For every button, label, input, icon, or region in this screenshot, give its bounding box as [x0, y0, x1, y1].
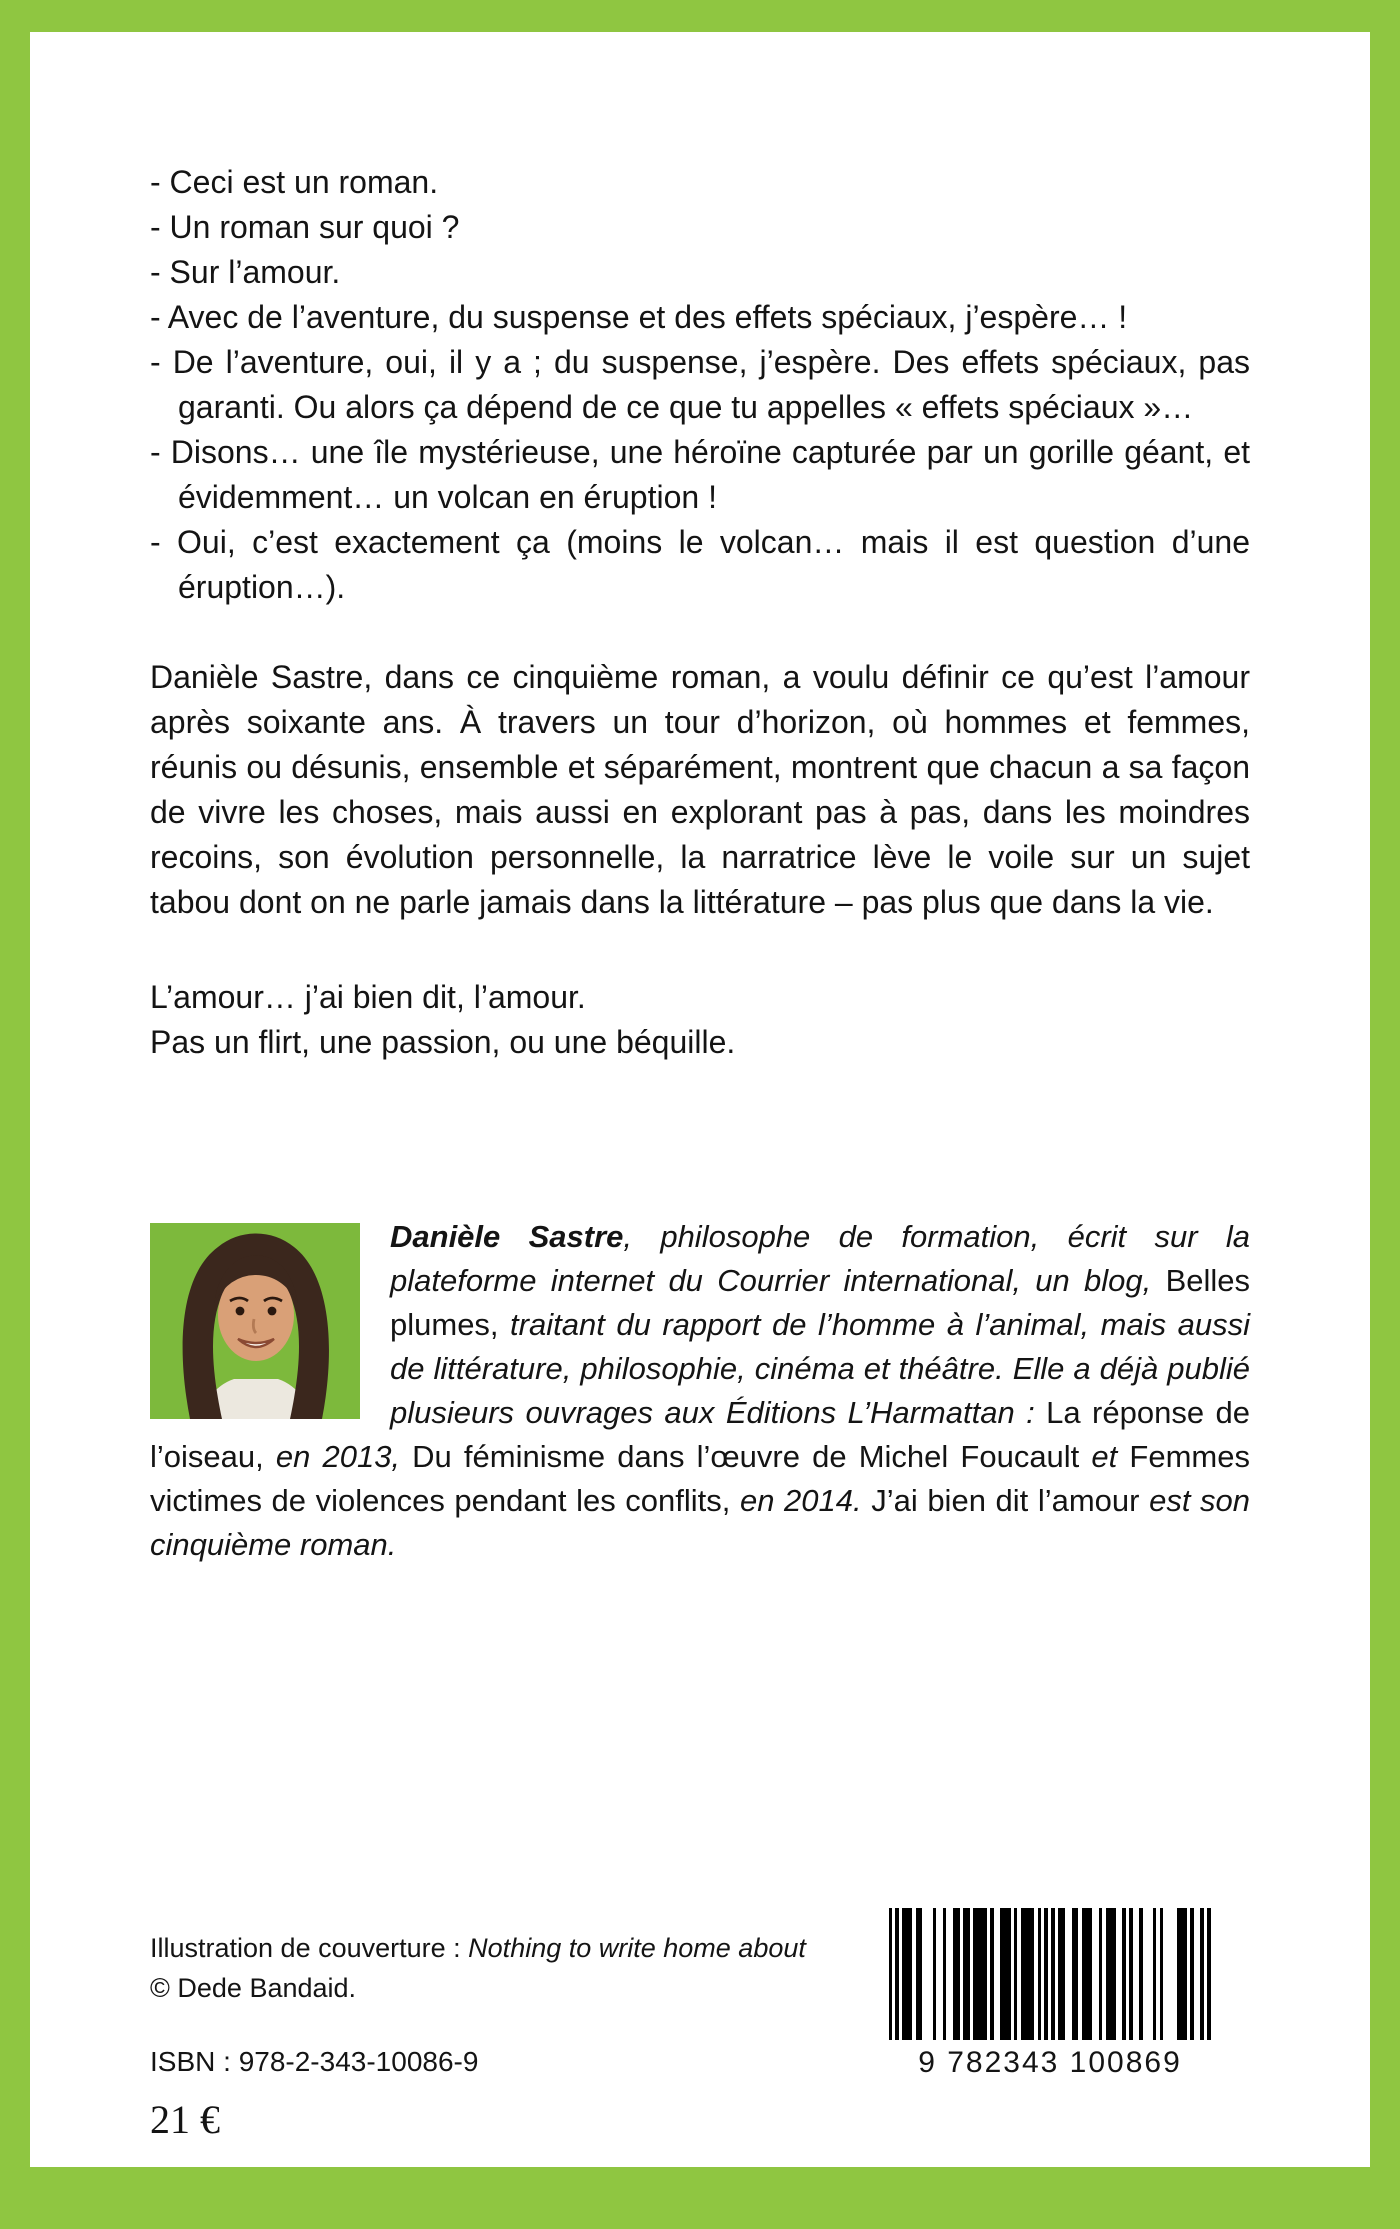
- text-segment: Belles plumes,: [390, 1263, 1250, 1342]
- text-segment: Danièle Sastre: [390, 1219, 624, 1254]
- tagline-line-1: L’amour… j’ai bien dit, l’amour.: [150, 979, 586, 1015]
- text-segment: Du féminisme dans l’œuvre de Michel Foucault: [412, 1439, 1080, 1474]
- barcode: [880, 1908, 1220, 2080]
- price: 21 €: [150, 2097, 220, 2142]
- credit-line-1: [150, 1928, 806, 1968]
- author-bio: [150, 1215, 1250, 1567]
- text-segment: Illustration de couverture :: [150, 1933, 469, 1963]
- text-segment: J’ai bien dit l’amour: [871, 1483, 1140, 1518]
- dialogue-line: - Sur l’amour.: [150, 254, 341, 290]
- text-segment: en 2013,: [263, 1439, 413, 1474]
- synopsis-paragraph: Danièle Sastre, dans ce cinquième roman, a voulu définir ce qu’est l’amour après soixante ans. À travers un tour d’horizon, où hommes et femmes, réunis ou désunis, ensemble et séparément, montrent que chacun a sa façon de vivre les choses, mais aussi en explorant pas à pas, dans les moindres recoins, son évolution personnelle, la narratrice lève le voile sur un sujet tabou dont on ne parle jamais dans la littérature – pas plus que dans la vie.: [150, 659, 1250, 920]
- credit-line-2: © Dede Bandaid.: [150, 1973, 357, 2003]
- text-segment: Nothing to write home about: [468, 1933, 806, 1963]
- cover-illustration-credit: [150, 1928, 806, 2008]
- isbn: ISBN : 978-2-343-10086-9: [150, 2046, 479, 2077]
- author-photo: [150, 1223, 360, 1419]
- text-segment: , philosophe de formation, écrit sur la plateforme internet du Courrier international, un blog,: [390, 1219, 1250, 1298]
- barcode-bars: [889, 1908, 1212, 2040]
- text-segment: et: [1079, 1439, 1130, 1474]
- text-segment: en 2014.: [730, 1483, 872, 1518]
- barcode-digits: 9 782343 100869: [918, 2046, 1182, 2079]
- text-segment: traitant du rapport de l’homme à l’animal, mais aussi de littérature, philosophie, cinéma et théâtre. Elle a déjà publié plusieurs ouvrages aux Éditions L’Harmattan :: [390, 1307, 1250, 1430]
- text-segment: Femmes victimes de violences pendant les conflits,: [150, 1439, 1250, 1518]
- back-cover-content: [150, 160, 1250, 1567]
- dialogue-line: - Avec de l’aventure, du suspense et des effets spéciaux, j’espère… !: [150, 299, 1128, 335]
- author-photo-illustration: [150, 1223, 360, 1419]
- dialogue-line: - Disons… une île mystérieuse, une héroïne capturée par un gorille géant, et évidemment… un volcan en éruption !: [150, 434, 1250, 515]
- dialogue-block: [150, 160, 1250, 610]
- text-segment: La réponse de l’oiseau,: [150, 1395, 1250, 1474]
- tagline-line-2: Pas un flirt, une passion, ou une béquille.: [150, 1024, 736, 1060]
- dialogue-line: - Un roman sur quoi ?: [150, 209, 460, 245]
- dialogue-line: - Ceci est un roman.: [150, 164, 439, 200]
- text-segment: est son cinquième roman.: [150, 1483, 1251, 1562]
- dialogue-line: - De l’aventure, oui, il y a ; du suspense, j’espère. Des effets spéciaux, pas garanti. Ou alors ça dépend de ce que tu appelles « effets spéciaux »…: [150, 344, 1250, 425]
- dialogue-line: - Oui, c’est exactement ça (moins le volcan… mais il est question d’une éruption…).: [150, 524, 1250, 605]
- tagline-block: [150, 975, 1250, 1065]
